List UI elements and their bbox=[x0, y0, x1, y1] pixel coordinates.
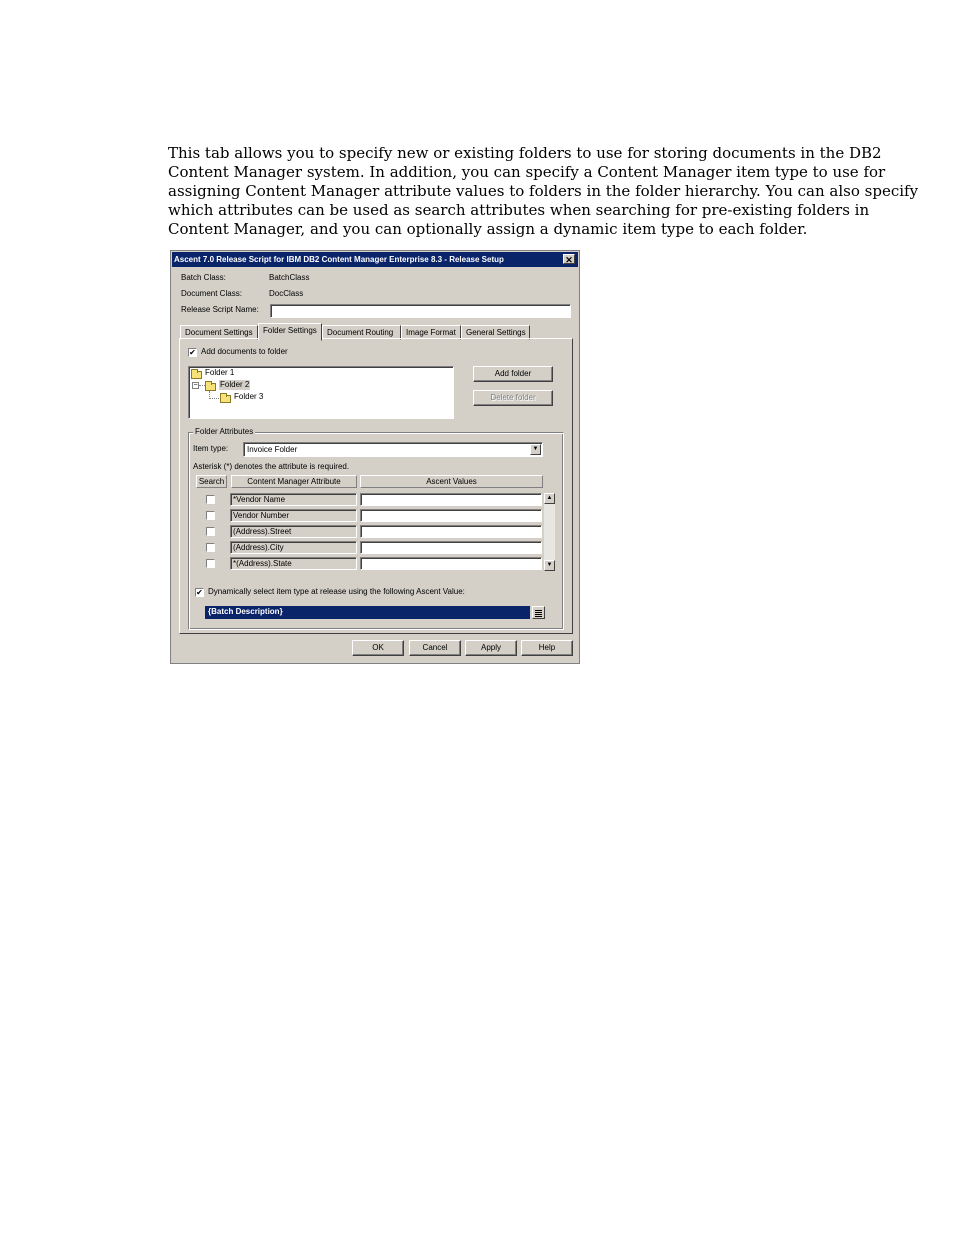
dynamic-value-field[interactable]: {Batch Description} bbox=[205, 606, 530, 619]
ascent-value-field[interactable] bbox=[360, 493, 542, 506]
add-documents-label: Add documents to folder bbox=[201, 347, 288, 356]
tab-image-format[interactable]: Image Format bbox=[401, 325, 461, 340]
tab-document-settings[interactable]: Document Settings bbox=[180, 325, 258, 340]
intro-paragraph bbox=[168, 144, 919, 239]
release-setup-dialog bbox=[170, 250, 580, 664]
chevron-down-icon[interactable]: ▼ bbox=[530, 444, 541, 455]
open-folder-icon bbox=[205, 383, 216, 391]
search-checkbox[interactable] bbox=[206, 543, 215, 552]
ascent-value-field[interactable] bbox=[360, 557, 542, 570]
column-header-attribute[interactable]: Content Manager Attribute bbox=[231, 475, 357, 488]
delete-folder-button[interactable]: Delete folder bbox=[473, 390, 553, 406]
tree-item-folder-3[interactable]: Folder 3 bbox=[234, 392, 264, 401]
batch-class-label: Batch Class: bbox=[181, 273, 226, 282]
dialog-title: Ascent 7.0 Release Script for IBM DB2 Content Manager Enterprise 8.3 - Release Setup bbox=[174, 255, 504, 264]
intro-line: Content Manager, and you can optionally assign a dynamic item type to each folder. bbox=[168, 220, 808, 238]
add-folder-button[interactable]: Add folder bbox=[473, 366, 553, 382]
apply-button[interactable]: Apply bbox=[465, 640, 517, 656]
asterisk-note: Asterisk (*) denotes the attribute is required. bbox=[193, 462, 350, 471]
tree-item-folder-1[interactable]: Folder 1 bbox=[205, 368, 235, 377]
item-type-label: Item type: bbox=[193, 444, 229, 453]
tab-document-routing[interactable]: Document Routing bbox=[322, 325, 401, 340]
ascent-value-field[interactable] bbox=[360, 525, 542, 538]
dialog-titlebar[interactable] bbox=[172, 252, 578, 267]
dynamic-item-type-checkbox[interactable]: ✔ bbox=[196, 588, 203, 597]
scroll-up-icon[interactable]: ▲ bbox=[544, 493, 555, 504]
folder-icon bbox=[220, 395, 231, 403]
search-checkbox[interactable] bbox=[206, 559, 215, 568]
tree-connector bbox=[209, 398, 219, 399]
search-checkbox[interactable] bbox=[206, 495, 215, 504]
search-checkbox[interactable] bbox=[206, 511, 215, 520]
folder-tree[interactable] bbox=[188, 366, 454, 419]
scroll-down-icon[interactable]: ▼ bbox=[544, 560, 555, 571]
ascent-value-field[interactable] bbox=[360, 509, 542, 522]
cancel-button[interactable]: Cancel bbox=[409, 640, 461, 656]
tree-item-folder-2[interactable]: Folder 2 bbox=[220, 380, 250, 389]
dynamic-item-type-label: Dynamically select item type at release using the following Ascent Value: bbox=[208, 587, 465, 596]
collapse-icon[interactable]: − bbox=[193, 382, 198, 389]
search-checkbox[interactable] bbox=[206, 527, 215, 536]
intro-line: which attributes can be used as search attributes when searching for pre-existing folders in bbox=[168, 201, 870, 219]
intro-line: assigning Content Manager attribute values to folders in the folder hierarchy. You can also specify bbox=[168, 182, 919, 200]
column-header-ascent-values[interactable]: Ascent Values bbox=[360, 475, 543, 488]
ok-button[interactable]: OK bbox=[352, 640, 404, 656]
folder-icon bbox=[191, 371, 202, 379]
attribute-cell: Vendor Number bbox=[230, 509, 357, 522]
tab-folder-settings[interactable]: Folder Settings bbox=[258, 323, 322, 341]
intro-line: Content Manager system. In addition, you can specify a Content Manager item type to use for bbox=[168, 163, 886, 181]
column-header-search[interactable]: Search bbox=[196, 475, 227, 488]
item-type-select[interactable] bbox=[243, 442, 543, 457]
value-picker-icon[interactable] bbox=[532, 606, 545, 619]
attribute-cell: (Address).City bbox=[230, 541, 357, 554]
folder-attributes-group-label: Folder Attributes bbox=[195, 427, 254, 436]
document-class-label: Document Class: bbox=[181, 289, 242, 298]
close-icon[interactable]: ✕ bbox=[563, 254, 575, 264]
attribute-cell: *Vendor Name bbox=[230, 493, 357, 506]
attribute-cell: (Address).Street bbox=[230, 525, 357, 538]
ascent-value-field[interactable] bbox=[360, 541, 542, 554]
batch-class-value: BatchClass bbox=[269, 273, 310, 282]
attribute-cell: *(Address).State bbox=[230, 557, 357, 570]
document-class-value: DocClass bbox=[269, 289, 304, 298]
tab-general-settings[interactable]: General Settings bbox=[461, 325, 530, 340]
release-script-name-input[interactable] bbox=[270, 304, 571, 318]
item-type-value: Invoice Folder bbox=[247, 445, 298, 454]
add-documents-checkbox[interactable]: ✔ bbox=[189, 348, 196, 357]
help-button[interactable]: Help bbox=[521, 640, 573, 656]
intro-line: This tab allows you to specify new or existing folders to use for storing documents in the DB2 bbox=[168, 144, 882, 162]
release-script-name-label: Release Script Name: bbox=[181, 305, 259, 314]
attributes-scrollbar[interactable] bbox=[544, 493, 555, 571]
